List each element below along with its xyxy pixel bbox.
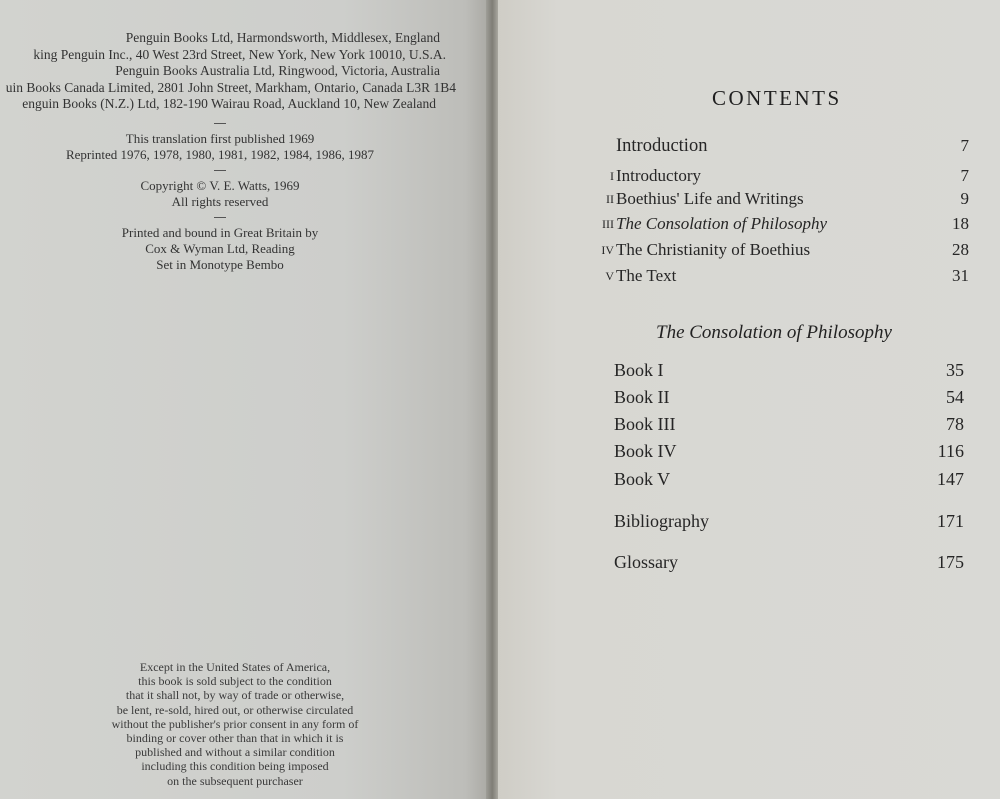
- toc-entry-book-3: [614, 414, 964, 435]
- toc-entry-introductory: [584, 166, 969, 188]
- toc-entry-title: Boethius' Life and Writings: [616, 189, 804, 208]
- toc-entry-page: 54: [946, 387, 964, 407]
- toc-entry-text: [584, 266, 969, 288]
- first-published: This translation first published 1969: [125, 131, 315, 146]
- toc-entry-title: Book I: [614, 360, 664, 380]
- toc-entry-title: Book IV: [614, 441, 677, 461]
- toc-entry-bibliography: [614, 511, 964, 532]
- contents-heading: CONTENTS: [712, 86, 842, 110]
- toc-entry-life-writings: [584, 189, 969, 211]
- toc-entry-page: 7: [960, 166, 969, 185]
- imprint-line: uin Books Canada Limited, 2801 John Street, Markham, Ontario, Canada L3R 1B4: [5, 79, 456, 95]
- toc-entry-introduction: [584, 136, 969, 158]
- divider: [214, 123, 226, 124]
- section-number: V: [605, 269, 614, 283]
- publication-history: [30, 116, 410, 273]
- section-number: II: [606, 192, 614, 206]
- typeface-line: Set in Monotype Bembo: [156, 257, 284, 272]
- toc-entry-page: 31: [952, 266, 969, 285]
- toc-entry-page: 18: [952, 214, 969, 233]
- toc-entry-title: The Text: [616, 266, 677, 285]
- legal-line: without the publisher's prior consent in any form of: [111, 716, 359, 731]
- printer-line: Cox & Wyman Ltd, Reading: [145, 241, 295, 256]
- section-number: IV: [601, 243, 614, 257]
- reprint-years: Reprinted 1976, 1978, 1980, 1981, 1982, 1984, 1986, 1987: [65, 147, 374, 162]
- contents-page: [498, 0, 1000, 799]
- toc-entry-page: 116: [937, 441, 964, 461]
- imprint-line: king Penguin Inc., 40 West 23rd Street, New York, New York 10010, U.S.A.: [33, 46, 446, 62]
- section-number: III: [602, 217, 614, 231]
- toc-entry-title: Book II: [614, 387, 670, 407]
- imprint-line: enguin Books (N.Z.) Ltd, 182-190 Wairau Road, Auckland 10, New Zealand: [22, 96, 436, 111]
- toc-entry-consolation: [584, 214, 969, 236]
- imprint-line: Penguin Books Australia Ltd, Ringwood, Victoria, Australia: [115, 63, 440, 78]
- copyright-page: [0, 0, 490, 799]
- toc-entry-title: Introduction: [616, 136, 708, 156]
- imprint-line: Penguin Books Ltd, Harmondsworth, Middlesex, England: [125, 30, 440, 45]
- legal-line: be lent, re-sold, hired out, or otherwise circulated: [116, 702, 354, 717]
- toc-entry-page: 35: [946, 360, 964, 380]
- toc-entry-page: 7: [960, 136, 969, 155]
- toc-entry-title: Introductory: [616, 166, 701, 185]
- section-number: I: [610, 169, 614, 183]
- toc-entry-title: Book V: [614, 469, 671, 489]
- toc-entry-page: 147: [937, 469, 964, 489]
- copyright-notice: Copyright © V. E. Watts, 1969: [140, 178, 300, 193]
- toc-entry-book-4: [614, 441, 964, 462]
- toc-entry-glossary: [614, 552, 964, 573]
- legal-line: including this condition being imposed: [141, 759, 329, 774]
- toc-entry-title: The Consolation of Philosophy: [616, 214, 828, 233]
- section-heading: The Consolation of Philosophy: [656, 322, 892, 343]
- toc-entry-title: Book III: [614, 414, 676, 434]
- toc-entry-title: The Christianity of Boethius: [616, 240, 811, 259]
- toc-entry-book-1: [614, 360, 964, 381]
- toc-entry-page: 28: [952, 240, 969, 259]
- legal-line: on the subsequent purchaser: [167, 773, 303, 788]
- rights-reserved: All rights reserved: [171, 194, 269, 209]
- toc-entry-title: Glossary: [614, 552, 678, 572]
- toc-entry-page: 171: [937, 511, 964, 531]
- publisher-addresses: [0, 30, 456, 113]
- toc-entry-page: 175: [937, 552, 964, 572]
- toc-entry-book-5: [614, 469, 964, 490]
- toc-entry-page: 78: [946, 414, 964, 434]
- toc-entry-christianity: [584, 240, 969, 262]
- legal-line: this book is sold subject to the condition: [138, 674, 332, 689]
- divider: [214, 170, 226, 171]
- legal-line: published and without a similar condition: [135, 745, 335, 760]
- table-of-contents: [498, 0, 1000, 799]
- toc-entry-book-2: [614, 387, 964, 408]
- printer-line: Printed and bound in Great Britain by: [121, 225, 319, 240]
- legal-line: binding or cover other than that in which it is: [126, 731, 344, 746]
- legal-line: Except in the United States of America,: [139, 660, 331, 674]
- toc-entry-title: Bibliography: [614, 511, 709, 531]
- sale-conditions: [70, 660, 400, 788]
- toc-entry-page: 9: [960, 189, 969, 208]
- legal-line: that it shall not, by way of trade or otherwise,: [125, 688, 345, 703]
- divider: [214, 217, 226, 218]
